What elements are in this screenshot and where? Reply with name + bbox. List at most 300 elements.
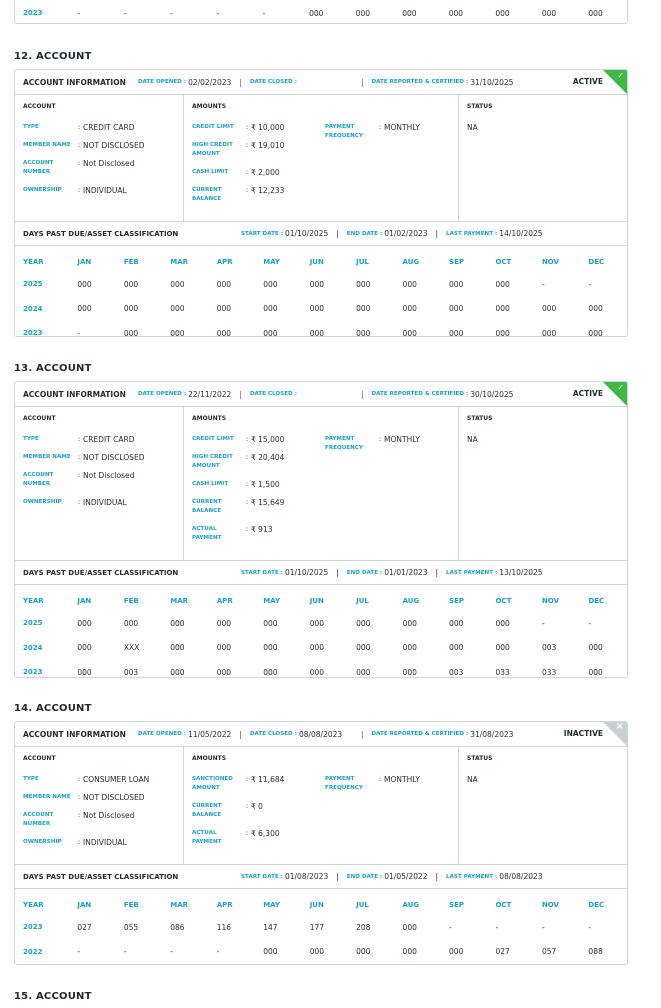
end-date-label: END DATE bbox=[346, 230, 379, 237]
dpd-cell: 033 bbox=[541, 667, 557, 677]
dpd-cell: 000 bbox=[263, 947, 278, 957]
dpd-cell: - bbox=[216, 8, 220, 18]
month-column-header: SEP bbox=[449, 901, 464, 909]
colon: : bbox=[77, 435, 81, 443]
dpd-cell: - bbox=[541, 618, 545, 628]
colon: : bbox=[465, 79, 469, 85]
month-column-header: JUL bbox=[356, 901, 369, 909]
dpd-cell: 000 bbox=[309, 279, 325, 289]
month-column-header: MAR bbox=[170, 597, 189, 605]
month-column-header: FEB bbox=[123, 597, 139, 605]
dpd-cell: 000 bbox=[216, 667, 232, 677]
payment-frequency-label: PAYMENT FREQUENCY bbox=[325, 124, 363, 139]
amount-row bbox=[192, 123, 325, 132]
colon: : bbox=[495, 873, 498, 880]
dpd-cell: 003 bbox=[449, 667, 464, 677]
table-row bbox=[15, 660, 627, 678]
month-column-header: JAN bbox=[77, 901, 92, 909]
dpd-cell: 000 bbox=[541, 304, 557, 314]
dpd-cell: 000 bbox=[355, 8, 370, 18]
dpd-cell: 000 bbox=[309, 618, 325, 628]
last-payment-label: LAST PAYMENT bbox=[446, 873, 494, 880]
year-cell: 2024 bbox=[23, 643, 43, 652]
amount-row bbox=[192, 802, 325, 820]
month-column-header: DEC bbox=[588, 597, 605, 605]
end-date-label: END DATE bbox=[346, 569, 379, 576]
account-heading: ACCOUNT bbox=[23, 755, 56, 762]
dpd-cell: 000 bbox=[402, 922, 417, 932]
status-value: NA bbox=[467, 435, 478, 444]
date-closed-label: DATE CLOSED bbox=[249, 731, 293, 737]
account-number-value: Not Disclosed bbox=[83, 811, 135, 820]
dpd-header bbox=[15, 561, 627, 585]
member-name-value: NOT DISCLOSED bbox=[83, 141, 145, 150]
month-column-header: JUL bbox=[356, 597, 369, 605]
amounts-list bbox=[192, 775, 325, 856]
colon: : bbox=[294, 391, 297, 397]
year-column-header: YEAR bbox=[23, 597, 44, 605]
dpd-cell: - bbox=[77, 8, 81, 18]
payment-frequency-label: PAYMENT FREQUENCY bbox=[325, 776, 363, 791]
month-column-header: OCT bbox=[495, 258, 512, 266]
last-payment-value: 13/10/2025 bbox=[499, 568, 543, 577]
dpd-cell: 000 bbox=[541, 328, 557, 337]
dpd-cell: 000 bbox=[402, 328, 417, 337]
table-row bbox=[15, 272, 627, 297]
colon: : bbox=[245, 829, 249, 837]
amount-row bbox=[192, 141, 325, 159]
amount-label: CURRENT BALANCE bbox=[192, 499, 222, 514]
colon: : bbox=[245, 168, 249, 176]
dpd-cell: 000 bbox=[356, 667, 371, 677]
divider: | bbox=[239, 729, 242, 739]
month-column-header: DEC bbox=[588, 258, 605, 266]
dpd-cell: 000 bbox=[541, 8, 557, 18]
colon: : bbox=[245, 123, 249, 131]
amount-label: CREDIT LIMIT bbox=[192, 436, 234, 442]
colon: : bbox=[465, 731, 469, 737]
amount-row bbox=[192, 480, 325, 489]
colon: : bbox=[77, 159, 81, 167]
dpd-cell: 000 bbox=[263, 618, 278, 628]
colon: : bbox=[294, 731, 297, 737]
dpd-cell: 000 bbox=[170, 279, 185, 289]
type-value: CONSUMER LOAN bbox=[83, 775, 150, 784]
dpd-cell: 000 bbox=[495, 328, 510, 337]
end-date-value: 01/02/2023 bbox=[384, 229, 428, 238]
member-name-value: NOT DISCLOSED bbox=[83, 793, 145, 802]
status-column bbox=[459, 747, 627, 864]
colon: : bbox=[245, 775, 249, 783]
month-column-header: SEP bbox=[449, 597, 465, 605]
amount-row bbox=[192, 435, 325, 444]
colon: : bbox=[245, 186, 249, 194]
type-label: TYPE bbox=[23, 436, 39, 442]
table-header-row bbox=[15, 895, 627, 915]
table-row bbox=[15, 915, 627, 940]
month-column-header: MAY bbox=[263, 597, 281, 605]
status-value: NA bbox=[467, 775, 478, 784]
dpd-cell: 000 bbox=[170, 328, 185, 337]
date-closed-label: DATE CLOSED bbox=[249, 79, 293, 85]
table-row bbox=[15, 611, 627, 636]
table-header-row bbox=[15, 591, 627, 611]
status-column bbox=[459, 407, 627, 560]
dpd-title: DAYS PAST DUE/ASSET CLASSIFICATION bbox=[23, 568, 179, 577]
month-column-header: AUG bbox=[402, 258, 420, 266]
amount-value: ₹ 12,233 bbox=[251, 186, 285, 195]
ownership-label: OWNERSHIP bbox=[23, 839, 62, 845]
date-reported-value: 30/10/2025 bbox=[470, 389, 514, 399]
month-column-header: AUG bbox=[402, 597, 420, 605]
dpd-cell: 000 bbox=[123, 618, 139, 628]
month-column-header: JUN bbox=[309, 901, 324, 909]
amount-value: ₹ 0 bbox=[251, 802, 263, 811]
dpd-cell: 000 bbox=[402, 667, 417, 677]
dpd-cell: 000 bbox=[77, 667, 92, 677]
month-column-header: NOV bbox=[541, 901, 559, 909]
dpd-cell: - bbox=[262, 8, 266, 18]
account-info-title: ACCOUNT INFORMATION bbox=[23, 77, 126, 87]
month-column-header: APR bbox=[216, 597, 233, 605]
amount-value: ₹ 19,010 bbox=[251, 141, 285, 150]
month-column-header: NOV bbox=[541, 258, 559, 266]
account-15-title: 15. ACCOUNT bbox=[14, 991, 92, 1002]
dpd-cell: 000 bbox=[309, 643, 325, 653]
dpd-cell: 000 bbox=[216, 304, 232, 314]
month-column-header: SEP bbox=[449, 258, 464, 266]
dpd-cell: 000 bbox=[402, 8, 417, 18]
dpd-cell: 027 bbox=[77, 922, 92, 932]
colon: : bbox=[378, 435, 382, 443]
dpd-cell: 000 bbox=[449, 643, 464, 653]
colon: : bbox=[77, 811, 81, 819]
end-date-value: 01/01/2023 bbox=[384, 568, 428, 577]
amount-value: ₹ 20,404 bbox=[251, 453, 285, 462]
account-column bbox=[15, 95, 184, 221]
dpd-cell: 086 bbox=[170, 922, 185, 932]
colon: : bbox=[245, 480, 249, 488]
divider: | bbox=[336, 568, 339, 577]
payment-frequency-value: MONTHLY bbox=[384, 123, 420, 132]
dpd-cell: 000 bbox=[588, 304, 603, 314]
year-cell: 2023 bbox=[23, 9, 43, 18]
account-13-title: 13. ACCOUNT bbox=[14, 363, 92, 374]
divider: | bbox=[435, 229, 439, 238]
status-heading: STATUS bbox=[467, 415, 493, 422]
dpd-cell: - bbox=[588, 279, 592, 289]
month-column-header: APR bbox=[216, 258, 233, 266]
amount-value: ₹ 15,649 bbox=[251, 498, 285, 507]
account-card bbox=[14, 721, 628, 965]
dpd-cell: 000 bbox=[77, 304, 92, 314]
last-payment-label: LAST PAYMENT bbox=[446, 569, 494, 576]
account-heading: ACCOUNT bbox=[23, 415, 56, 422]
member-name-value: NOT DISCLOSED bbox=[83, 453, 145, 462]
dpd-cell: 000 bbox=[170, 618, 185, 628]
dpd-cell: 000 bbox=[402, 947, 417, 957]
member-name-label: MEMBER NAME bbox=[23, 142, 71, 148]
date-reported-value: 31/08/2023 bbox=[470, 729, 514, 739]
dpd-cell: 000 bbox=[170, 643, 185, 653]
dpd-cell: 000 bbox=[449, 947, 464, 957]
colon: : bbox=[378, 123, 382, 131]
colon: : bbox=[465, 391, 469, 397]
amount-label: CASH LIMIT bbox=[192, 169, 229, 175]
account-info-header bbox=[15, 70, 627, 95]
month-column-header: JAN bbox=[77, 597, 92, 605]
amount-value: ₹ 15,000 bbox=[251, 435, 285, 444]
dpd-cell: 055 bbox=[123, 922, 139, 932]
start-date-label: START DATE bbox=[241, 230, 279, 237]
dpd-cell: 000 bbox=[356, 304, 371, 314]
payment-frequency-value: MONTHLY bbox=[384, 775, 420, 784]
table-row bbox=[15, 940, 627, 965]
dpd-cell: 000 bbox=[356, 643, 371, 653]
dpd-cell: 000 bbox=[216, 328, 232, 337]
year-cell: 2024 bbox=[23, 304, 43, 313]
start-date-label: START DATE bbox=[241, 569, 279, 576]
amounts-heading: AMOUNTS bbox=[192, 755, 227, 762]
dpd-table bbox=[15, 591, 627, 678]
amount-row bbox=[192, 829, 325, 847]
account-card bbox=[14, 69, 628, 337]
month-column-header: MAY bbox=[263, 258, 281, 266]
dpd-cell: - bbox=[541, 279, 545, 289]
amount-row bbox=[192, 498, 325, 516]
colon: : bbox=[378, 775, 382, 783]
date-opened-value: 02/02/2023 bbox=[188, 77, 232, 87]
amount-label: CREDIT LIMIT bbox=[192, 124, 234, 130]
colon: : bbox=[380, 569, 383, 576]
dpd-cell: 000 bbox=[356, 279, 371, 289]
dpd-cell: 000 bbox=[495, 304, 510, 314]
colon: : bbox=[380, 230, 383, 237]
dpd-cell: 000 bbox=[216, 279, 232, 289]
amount-value: ₹ 6,300 bbox=[251, 829, 280, 838]
month-column-header: NOV bbox=[541, 597, 559, 605]
divider: | bbox=[360, 77, 364, 87]
dpd-cell: - bbox=[216, 947, 220, 957]
divider: | bbox=[435, 872, 439, 881]
dpd-cell: 000 bbox=[449, 618, 464, 628]
status-column bbox=[459, 95, 627, 221]
last-payment-value: 08/08/2023 bbox=[499, 872, 543, 881]
colon: : bbox=[77, 838, 81, 846]
divider: | bbox=[360, 389, 364, 399]
colon: : bbox=[294, 79, 297, 85]
date-opened-value: 11/05/2022 bbox=[188, 729, 232, 739]
dpd-cell: 000 bbox=[123, 279, 139, 289]
dpd-cell: 000 bbox=[263, 667, 278, 677]
amount-value: ₹ 2,000 bbox=[251, 168, 280, 177]
dpd-cell: - bbox=[77, 947, 81, 957]
ownership-value: INDIVIDUAL bbox=[83, 498, 127, 507]
member-name-label: MEMBER NAME bbox=[23, 794, 71, 800]
amount-label: CASH LIMIT bbox=[192, 481, 229, 487]
account-info-title: ACCOUNT INFORMATION bbox=[23, 729, 126, 739]
dpd-cell: 000 bbox=[309, 667, 325, 677]
divider: | bbox=[239, 389, 242, 399]
dpd-cell: 000 bbox=[495, 643, 510, 653]
status-badge: ACTIVE bbox=[572, 389, 603, 398]
colon: : bbox=[77, 793, 81, 801]
dpd-cell: XXX bbox=[123, 643, 140, 653]
colon: : bbox=[183, 391, 187, 397]
dpd-cell: - bbox=[170, 947, 173, 957]
dpd-cell: 000 bbox=[77, 279, 92, 289]
dpd-cell: 000 bbox=[77, 643, 92, 653]
date-opened-value: 22/11/2022 bbox=[188, 389, 232, 399]
colon: : bbox=[183, 79, 187, 85]
colon: : bbox=[245, 141, 249, 149]
ownership-label: OWNERSHIP bbox=[23, 499, 62, 505]
colon: : bbox=[245, 435, 249, 443]
month-column-header: AUG bbox=[402, 901, 420, 909]
dpd-cell: 000 bbox=[356, 618, 371, 628]
account-12-title: 12. ACCOUNT bbox=[14, 51, 92, 62]
dpd-cell: 000 bbox=[216, 643, 232, 653]
dpd-cell: 000 bbox=[588, 328, 603, 337]
dpd-cell: 000 bbox=[449, 304, 464, 314]
dpd-cell: 000 bbox=[263, 328, 278, 337]
status-badge: ACTIVE bbox=[572, 77, 603, 86]
dpd-cell: 000 bbox=[402, 643, 417, 653]
type-value: CREDIT CARD bbox=[83, 435, 135, 444]
amount-label: ACTUAL PAYMENT bbox=[192, 526, 222, 541]
dpd-cell: 000 bbox=[123, 304, 139, 314]
colon: : bbox=[380, 873, 383, 880]
dpd-cell: 000 bbox=[263, 643, 278, 653]
date-opened-label: DATE OPENED bbox=[137, 79, 182, 85]
colon: : bbox=[495, 230, 498, 237]
divider: | bbox=[435, 568, 439, 577]
previous-account-tail bbox=[14, 0, 628, 24]
amount-label: CURRENT BALANCE bbox=[192, 803, 222, 818]
amount-row bbox=[192, 525, 325, 543]
amounts-heading: AMOUNTS bbox=[192, 103, 227, 110]
last-payment-value: 14/10/2025 bbox=[499, 229, 543, 238]
amount-row bbox=[192, 168, 325, 177]
colon: : bbox=[495, 569, 498, 576]
month-column-header: OCT bbox=[495, 597, 512, 605]
year-column-header: YEAR bbox=[23, 901, 44, 909]
year-cell: 2025 bbox=[23, 619, 43, 628]
dpd-cell: 000 bbox=[495, 279, 510, 289]
amounts-column bbox=[184, 407, 459, 560]
date-reported-label: DATE REPORTED & CERTIFIED bbox=[371, 731, 464, 737]
table-row bbox=[15, 1, 627, 24]
month-column-header: OCT bbox=[495, 901, 512, 909]
date-closed-value: 08/08/2023 bbox=[298, 729, 343, 739]
close-icon: × bbox=[615, 721, 624, 732]
dpd-title: DAYS PAST DUE/ASSET CLASSIFICATION bbox=[23, 872, 179, 881]
check-icon: ✓ bbox=[617, 383, 624, 392]
dpd-cell: 208 bbox=[356, 922, 371, 932]
ownership-label: OWNERSHIP bbox=[23, 187, 62, 193]
dpd-cell: 000 bbox=[309, 8, 324, 18]
amount-label: HIGH CREDIT AMOUNT bbox=[192, 142, 233, 157]
date-reported-value: 31/10/2025 bbox=[470, 77, 514, 87]
dpd-cell: 000 bbox=[402, 304, 417, 314]
colon: : bbox=[245, 453, 249, 461]
colon: : bbox=[280, 230, 283, 237]
amount-value: ₹ 10,000 bbox=[251, 123, 285, 132]
amount-value: ₹ 1,500 bbox=[251, 480, 280, 489]
status-badge: INACTIVE bbox=[563, 729, 603, 738]
account-heading: ACCOUNT bbox=[23, 103, 56, 110]
dpd-cell: 000 bbox=[495, 8, 510, 18]
year-cell: 2023 bbox=[23, 923, 43, 932]
month-column-header: JUL bbox=[356, 258, 369, 266]
member-name-label: MEMBER NAME bbox=[23, 454, 71, 460]
colon: : bbox=[77, 775, 81, 783]
dpd-cell: 116 bbox=[216, 922, 232, 932]
colon: : bbox=[183, 731, 187, 737]
dpd-cell: 000 bbox=[495, 618, 510, 628]
amounts-column bbox=[184, 747, 459, 864]
amount-row bbox=[192, 775, 325, 793]
dpd-cell: 000 bbox=[170, 304, 185, 314]
month-column-header: DEC bbox=[588, 901, 605, 909]
colon: : bbox=[77, 186, 81, 194]
divider: | bbox=[239, 77, 242, 87]
account-number-value: Not Disclosed bbox=[83, 471, 135, 480]
dpd-cell: 000 bbox=[402, 618, 417, 628]
dpd-cell: 000 bbox=[448, 8, 464, 18]
month-column-header: FEB bbox=[123, 258, 139, 266]
start-date-label: START DATE bbox=[241, 873, 279, 880]
dpd-cell: - bbox=[123, 947, 127, 957]
type-label: TYPE bbox=[23, 124, 39, 130]
account-details bbox=[15, 95, 627, 222]
check-icon: ✓ bbox=[617, 71, 624, 80]
colon: : bbox=[245, 802, 249, 810]
dpd-cell: 057 bbox=[541, 947, 557, 957]
dpd-cell: 000 bbox=[356, 947, 371, 957]
status-value: NA bbox=[467, 123, 478, 132]
account-number-value: Not Disclosed bbox=[83, 159, 135, 168]
dpd-cell: - bbox=[77, 328, 81, 337]
dpd-cell: 000 bbox=[123, 328, 139, 337]
payment-frequency-value: MONTHLY bbox=[384, 435, 420, 444]
dpd-cell: 000 bbox=[263, 279, 278, 289]
dpd-cell: - bbox=[170, 8, 173, 18]
dpd-cell: 000 bbox=[77, 618, 92, 628]
colon: : bbox=[280, 569, 283, 576]
dpd-cell: - bbox=[541, 922, 545, 932]
colon: : bbox=[77, 471, 81, 479]
colon: : bbox=[245, 498, 249, 506]
colon: : bbox=[77, 453, 81, 461]
ownership-value: INDIVIDUAL bbox=[83, 838, 127, 847]
amount-label: HIGH CREDIT AMOUNT bbox=[192, 454, 233, 469]
end-date-label: END DATE bbox=[346, 873, 379, 880]
dpd-cell: - bbox=[123, 8, 127, 18]
dpd-cell: 000 bbox=[449, 328, 464, 337]
account-card bbox=[14, 381, 628, 678]
table-row bbox=[15, 321, 627, 337]
type-label: TYPE bbox=[23, 776, 39, 782]
amount-row bbox=[192, 453, 325, 471]
year-cell: 2025 bbox=[23, 280, 43, 289]
ownership-value: INDIVIDUAL bbox=[83, 186, 127, 195]
dpd-cell: 000 bbox=[263, 304, 278, 314]
month-column-header: JAN bbox=[77, 258, 92, 266]
colon: : bbox=[245, 525, 249, 533]
dpd-cell: 000 bbox=[588, 643, 603, 653]
dpd-cell: 000 bbox=[170, 667, 185, 677]
